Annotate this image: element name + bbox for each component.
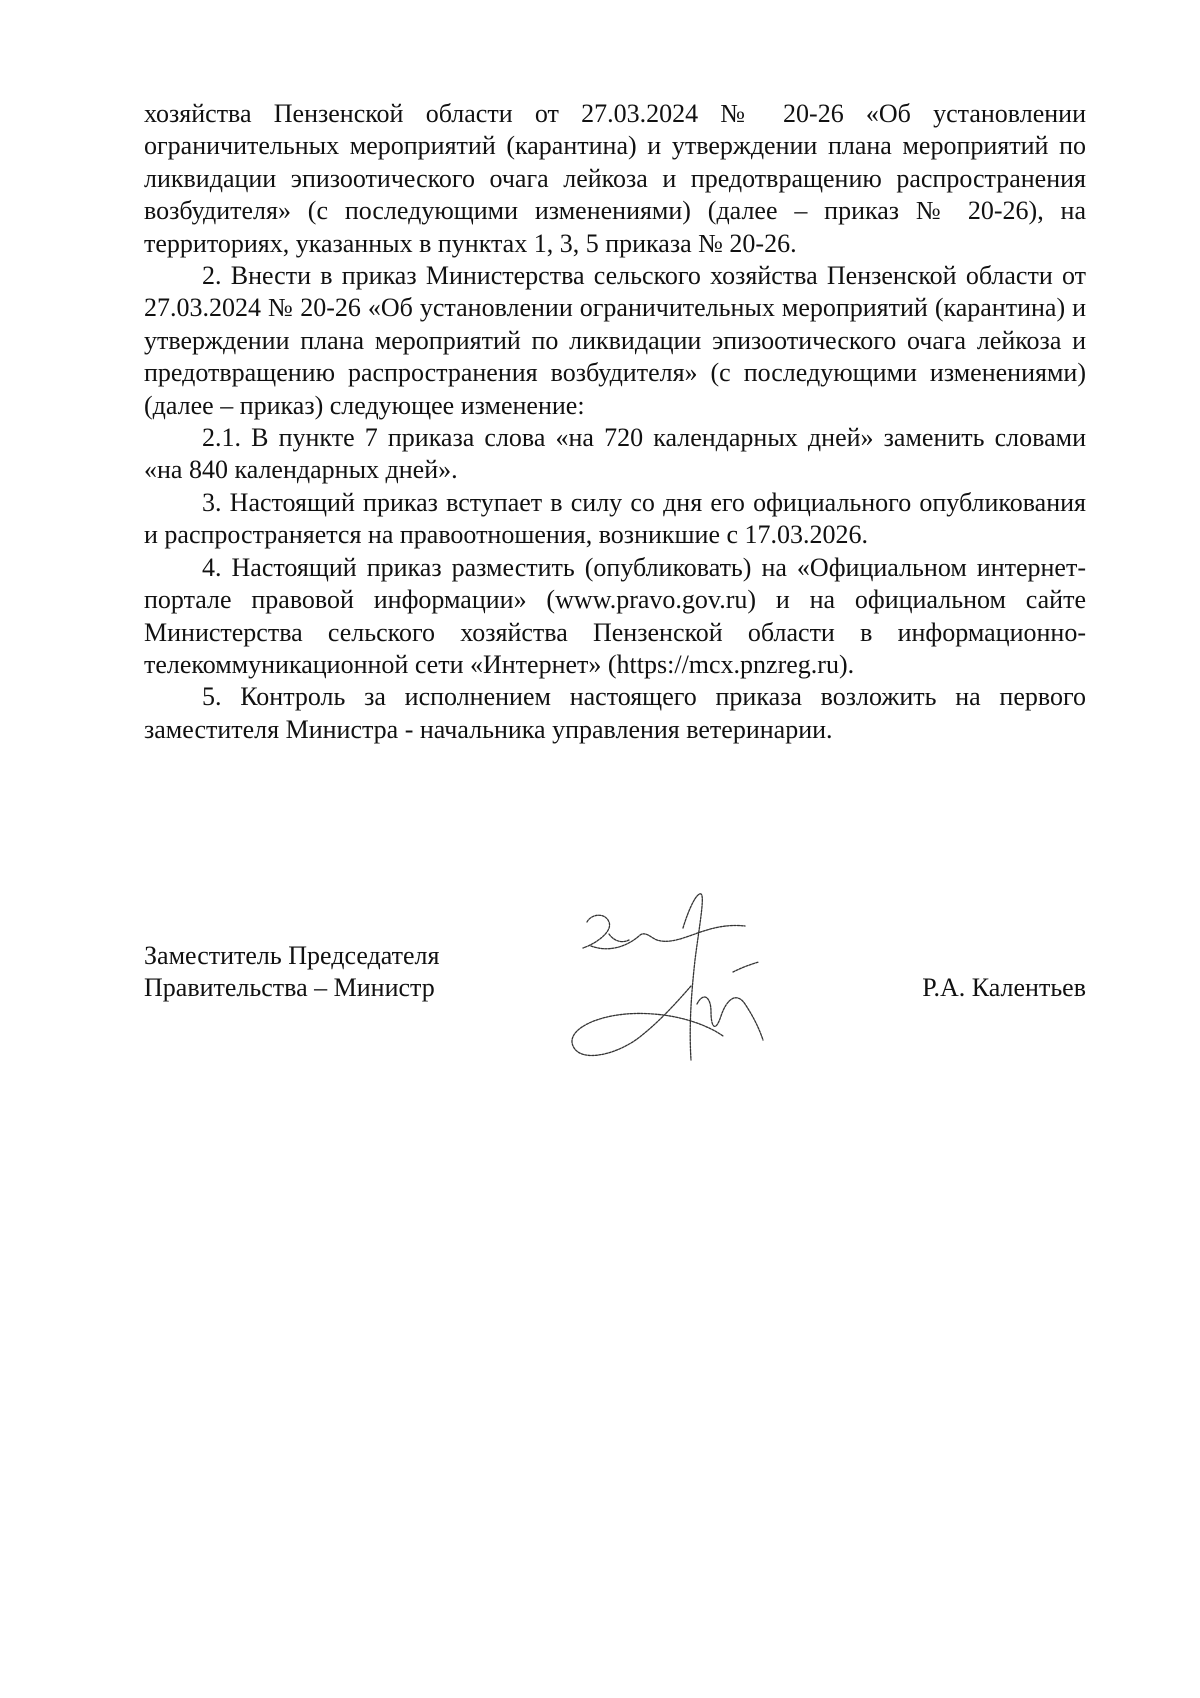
signatory-position-line-1: Заместитель Председателя: [144, 941, 440, 970]
paragraph-item-2-1: 2.1. В пункте 7 приказа слова «на 720 календарных дней» заменить словами «на 840 календарных дней».: [144, 423, 1086, 485]
paragraph-item-3: 3. Настоящий приказ вступает в силу со дня его официального опубликования и распространяется на правоотношения, возникшие с 17.03.2026.: [144, 487, 1086, 550]
signatory-name: Р.А. Калентьев: [922, 973, 1086, 1003]
paragraph-item-5: 5. Контроль за исполнением настоящего приказа возложить на первого заместителя Министра - начальника управления ветеринарии.: [144, 682, 1086, 744]
document-body: [144, 98, 1086, 746]
handwritten-signature-image: [565, 888, 835, 1068]
paragraph-continuation: хозяйства Пензенской области от 27.03.2024 № 20-26 «Об установлении ограничительных мероприятий (карантина) и утверждении плана мероприятий по ликвидации эпизоотического очага лейкоза и предотвращению распространения возбудителя» (с последующими изменениями) (далее – приказ № 20-26), на территориях, указанных в пунктах 1, 3, 5 приказа № 20-26.: [144, 99, 1086, 258]
paragraph-item-4: 4. Настоящий приказ разместить (опубликовать) на «Официальном интернет-портале правовой информации» (www.pravo.gov.ru) и на официальном сайте Министерства сельского хозяйства Пензенской области в информационно-телекоммуникационной сети «Интернет» (https://mcx.pnzreg.ru).: [144, 552, 1086, 679]
paragraph-item-2: 2. Внести в приказ Министерства сельского хозяйства Пензенской области от 27.03.2024 № 20-26 «Об установлении ограничительных мероприятий (карантина) и утверждении плана мероприятий по ликвидации эпизоотического очага лейкоза и предотвращению распространения возбудителя» (с последующими изменениями) (далее – приказ) следующее изменение:: [144, 261, 1086, 420]
signatory-position-line-2: Правительства – Министр: [144, 973, 435, 1003]
signatory-position: [144, 940, 439, 1005]
